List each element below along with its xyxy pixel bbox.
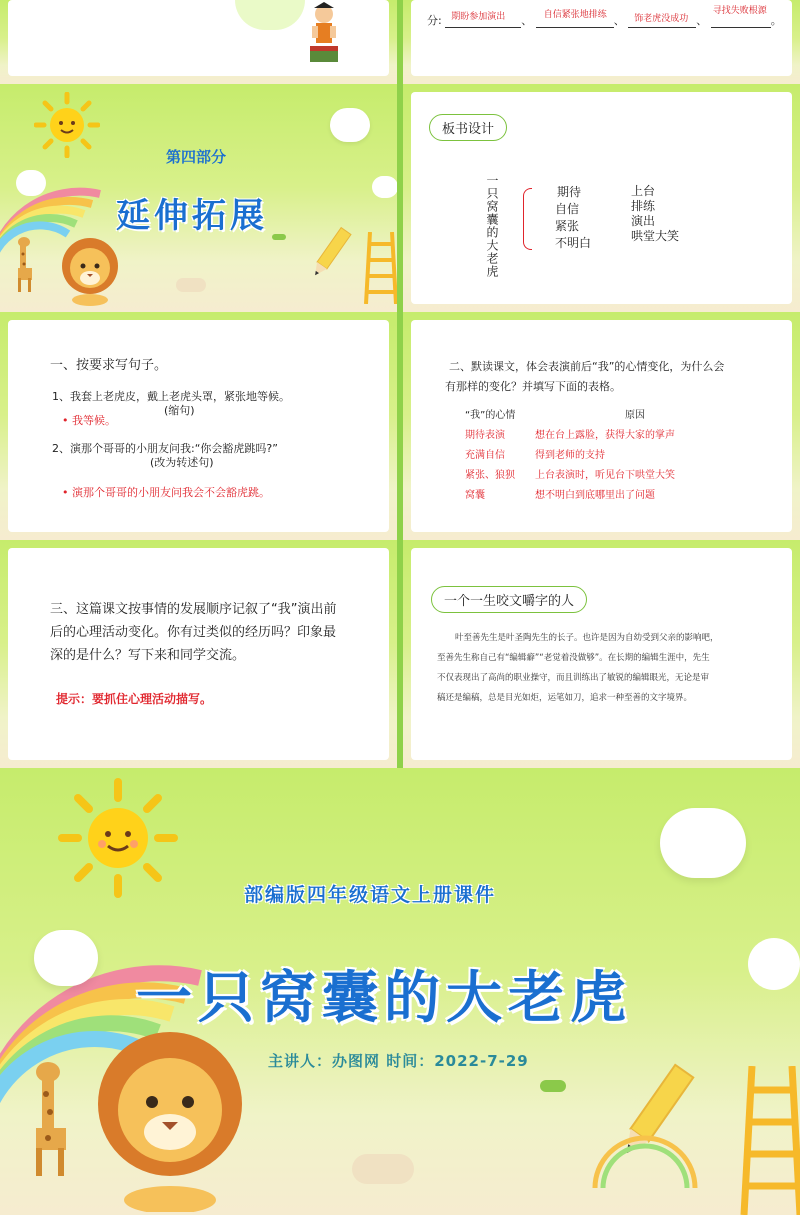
board-design-pill: 板书设计: [429, 114, 507, 141]
story-paragraph: [437, 628, 787, 708]
exercise-heading-line2: 有那样的变化？并填写下面的表格。: [445, 380, 621, 393]
exercise-heading: 一、按要求写句子。: [50, 358, 168, 373]
ladder-illustration: [740, 1066, 800, 1215]
question-2-hint: (改为转述句): [150, 456, 214, 469]
cloud-decoration: [748, 938, 800, 990]
board-right-item: 上台: [631, 184, 656, 198]
table-cell-reason: 想在台上露脸，获得大家的掌声: [535, 430, 675, 441]
boy-reading-illustration: [300, 0, 348, 66]
cloud-decoration: [16, 170, 46, 196]
board-right-column: [631, 184, 679, 244]
answer-2: 自信紧张地排练: [543, 10, 607, 20]
answer-3: 饰老虎没成功: [634, 14, 689, 24]
question-1-hint: (缩句): [164, 404, 195, 417]
writing-tip: 提示：要抓住心理活动描写。: [56, 692, 213, 706]
part-label: 第四部分: [166, 148, 227, 166]
table-cell-reason: 得到老师的支持: [535, 450, 605, 461]
slide-sentence: [0, 312, 397, 540]
board-left-item: 自信: [555, 202, 580, 216]
answer-1: 期盼参加演出: [451, 12, 506, 22]
lion-illustration: [90, 1022, 250, 1212]
table-cell-reason: 想不明白到底哪里出了问题: [535, 490, 655, 501]
answer-4: 寻找失败根源: [712, 6, 767, 16]
slide-part4: [0, 84, 397, 312]
question-1: 1、我套上老虎皮，戴上老虎头罩，紧张地等候。: [52, 390, 290, 403]
section-title: 延伸拓展: [116, 196, 268, 236]
board-left-item: 不明白: [555, 236, 592, 250]
prompt-line: 后的心理活动变化。你有过类似的经历吗？印象最: [50, 625, 337, 640]
story-line: 至善先生称自己有“编辑癖”“老觉着没做够”。在长期的编辑生涯中，先生: [437, 653, 710, 663]
cloud-decoration: [34, 930, 98, 986]
cloud-decoration: [330, 108, 370, 142]
table-cell-mood: 期待表演: [465, 430, 505, 441]
table-cell-reason: 上台表演时，听见台下哄堂大笑: [535, 470, 675, 481]
giraffe-illustration: [28, 1058, 74, 1178]
lion-illustration: [54, 234, 126, 306]
writing-prompt: [50, 598, 336, 667]
ufo-decoration: [540, 1080, 566, 1092]
table-header-mood: “我”的心情: [465, 410, 516, 421]
table-row: [465, 426, 785, 446]
cover-title: 一只窝囊的大老虎: [136, 966, 632, 1031]
table-row: [465, 486, 785, 506]
board-right-item: 排练: [631, 199, 656, 213]
story-line: 叶至善先生是叶圣陶先生的长子。也许是因为自幼受到父亲的影响吧，: [455, 633, 719, 643]
table-cell-mood: 充满自信: [465, 450, 505, 461]
slide-top-left: [0, 0, 397, 84]
board-left-item: 紧张: [555, 219, 580, 233]
vertical-title: 一只窝囊的大老虎: [485, 174, 499, 278]
table-row: [465, 446, 785, 466]
mood-table: [465, 406, 785, 506]
table-cell-mood: 窝囊: [465, 490, 485, 501]
cover-slide: [0, 768, 800, 1215]
table-header-reason: 原因: [625, 410, 645, 421]
slide-top-right: [403, 0, 800, 84]
table-cell-mood: 紧张、狼狈: [465, 470, 515, 481]
table-header: [465, 406, 785, 426]
slide-story: [403, 540, 800, 768]
ufo-decoration: [272, 234, 286, 240]
prompt-line: 深的是什么？写下来和同学交流。: [50, 648, 246, 663]
slide-write: [0, 540, 397, 768]
question-2: 2、演那个哥哥的小朋友问我:“你会豁虎跳吗?”: [52, 442, 278, 455]
slide-board: [403, 84, 800, 312]
story-line: 不仅表现出了高尚的职业操守，而且训练出了敏锐的编辑眼光，无论是审: [437, 673, 710, 683]
cloud-decoration: [660, 808, 746, 878]
exercise-heading-line1: 二、默读课文，体会表演前后“我”的心情变化，为什么会: [449, 360, 725, 373]
answer-2: • 演那个哥哥的小朋友问我会不会豁虎跳。: [62, 486, 270, 499]
giraffe-illustration: [14, 234, 36, 294]
board-right-item: 演出: [631, 214, 656, 228]
board-left-column: [555, 184, 591, 252]
board-left-item: 期待: [557, 185, 582, 199]
slide-table: [403, 312, 800, 540]
cover-presenter: 主讲人：办图网 时间：2022-7-29: [268, 1052, 529, 1070]
answer-1: • 我等候。: [62, 414, 116, 427]
brace-icon: [523, 188, 532, 250]
mini-rainbow-illustration: [590, 1128, 700, 1188]
table-row: [465, 466, 785, 486]
story-title-pill: 一个一生咬文嚼字的人: [431, 586, 587, 613]
pencil-illustration: [300, 224, 360, 284]
animal-decoration: [176, 278, 206, 292]
animal-decoration: [352, 1154, 414, 1184]
ladder-illustration: [364, 232, 397, 304]
answer-line: 分: 期盼参加演出 、 自信紧张地排练 、 饰老虎没成功 、 寻找失败根源 。: [427, 12, 787, 28]
cover-subtitle: 部编版四年级语文上册课件: [244, 884, 497, 906]
board-right-item: 哄堂大笑: [631, 229, 680, 243]
cloud-decoration: [372, 176, 397, 198]
story-line: 稿还是编稿，总是目光如炬，运笔如刀，追求一种至善的文字境界。: [437, 693, 693, 703]
prompt-line: 三、这篇课文按事情的发展顺序记叙了“我”演出前: [50, 602, 337, 617]
